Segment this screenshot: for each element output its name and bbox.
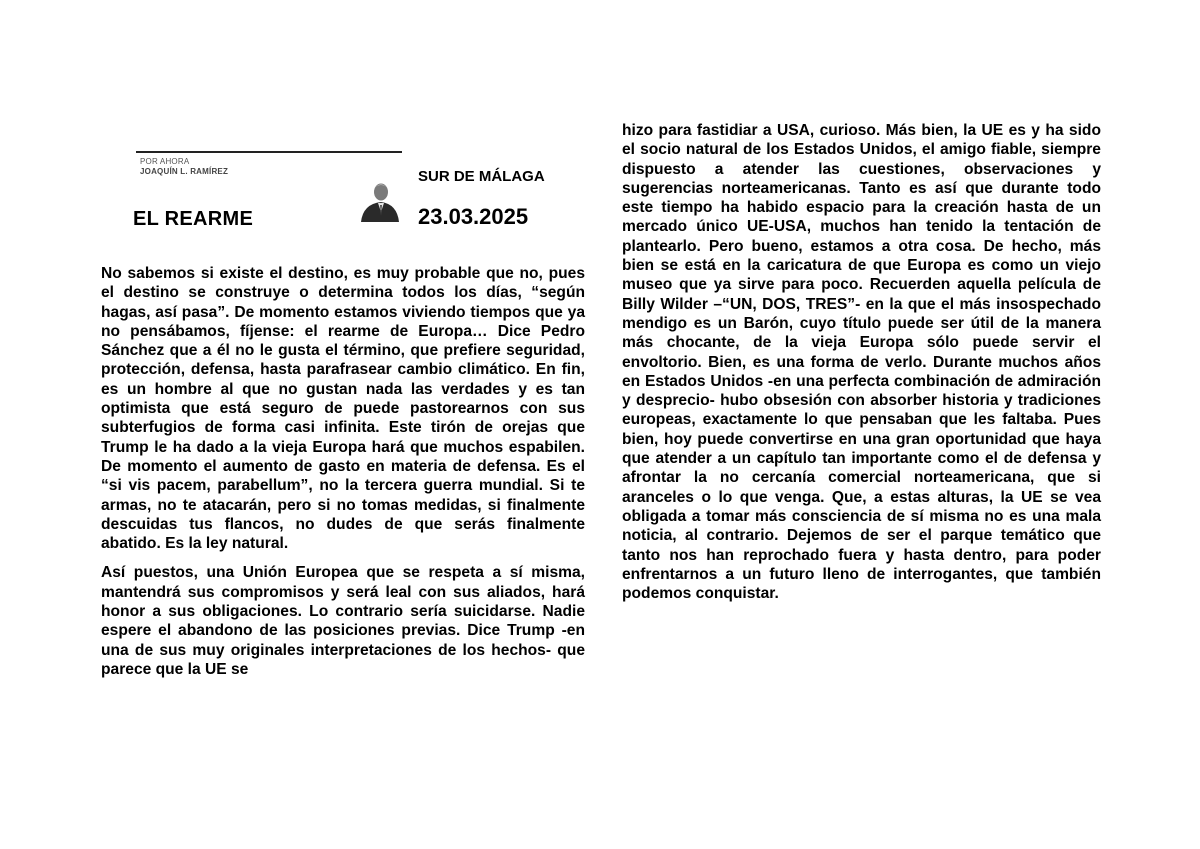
paragraph: hizo para fastidiar a USA, curioso. Más bien, la UE es y ha sido el socio natural de los Estados Unidos, el amigo fiable, siempre dispuesto a atender las cuestiones, observaciones y sugerencias norteamericanas. Tanto es así que durante todo este tiempo ha habido espacio para la creación hasta de un mercado único UE-USA, muchos han tenido la tentación de plantearlo. Pero bueno, estamos a otra cosa. De hecho, más bien se está en la caricatura de que Europa es como un viejo museo que ya sirve para poco. Recuerden aquella película de Billy Wilder –“UN, DOS, TRES”- en la que el más insospechado mendigo es un Barón, cuyo título puede ser útil de la manera más chocante, de la vieja Europa sólo puede servir el envoltorio. Bien, es una forma de verlo. Durante muchos años en Estados Unidos -en una perfecta combinación de admiración y desprecio- hubo obsesión con absorber historia y tradiciones europeas, exactamente lo que pensaban que les faltaba. Pues bien, hoy puede convertirse en una gran oportunidad que haya que atender a un capítulo tan importante como el de defensa y afrontar la no cercanía comercial norteamericana, que si aranceles o lo que venga. Que, a estas alturas, la UE se vea obligada a tomar más consciencia de sí misma no es una mala noticia, al contrario. Dejemos de ser el parque temático que tanto nos han reprochado fuera y hasta dentro, para poder enfrentarnos a un futuro lleno de interrogantes, que también podemos conquistar. xyxy=(622,122,1101,603)
headline: EL REARME xyxy=(133,208,254,230)
article-column-right xyxy=(622,121,1101,603)
header-rule xyxy=(136,151,402,153)
publication-date: 23.03.2025 xyxy=(418,204,529,229)
column-name: POR AHORA xyxy=(140,157,190,166)
paragraph: Así puestos, una Unión Europea que se respeta a sí misma, mantendrá sus compromisos y será leal con sus aliados, hará honor a sus obligaciones. Lo contrario sería suicidarse. Nadie espere el abandono de las posiciones previas. Dice Trump -en una de sus muy originales interpretaciones de los hechos- que parece que la UE se xyxy=(101,564,585,678)
author-name: JOAQUÍN L. RAMÍREZ xyxy=(140,167,229,176)
column-label xyxy=(140,157,228,177)
author-portrait-icon xyxy=(357,178,401,222)
paragraph: No sabemos si existe el destino, es muy probable que no, pues el destino se construye o determina todos los días, “según hagas, así pasa”. De momento estamos viviendo tiempos que ya no pensábamos, fíjense: el rearme de Europa… Dice Pedro Sánchez que a él no le gusta el término, que prefiere seguridad, protección, defensa, hasta parafrasear cambio climático. En fin, es un hombre al que no gustan nada las verdades y es tan optimista que está seguro de puede pastorearnos con sus subterfugios de forma casi infinita. Este tirón de orejas que Trump le ha dado a la vieja Europa hará que muchos espabilen. De momento el aumento de gasto en materia de defensa. Es el “si vis pacem, parabellum”, no la tercera guerra mundial. Si te armas, no te atacarán, pero si no tomas medidas, si finalmente descuidas tus flancos, no dudes de que serás finalmente abatido. Es la ley natural. xyxy=(101,265,585,553)
article-column-left xyxy=(101,264,585,679)
author-portrait-svg xyxy=(357,178,401,222)
publication-name: SUR DE MÁLAGA xyxy=(418,168,545,185)
